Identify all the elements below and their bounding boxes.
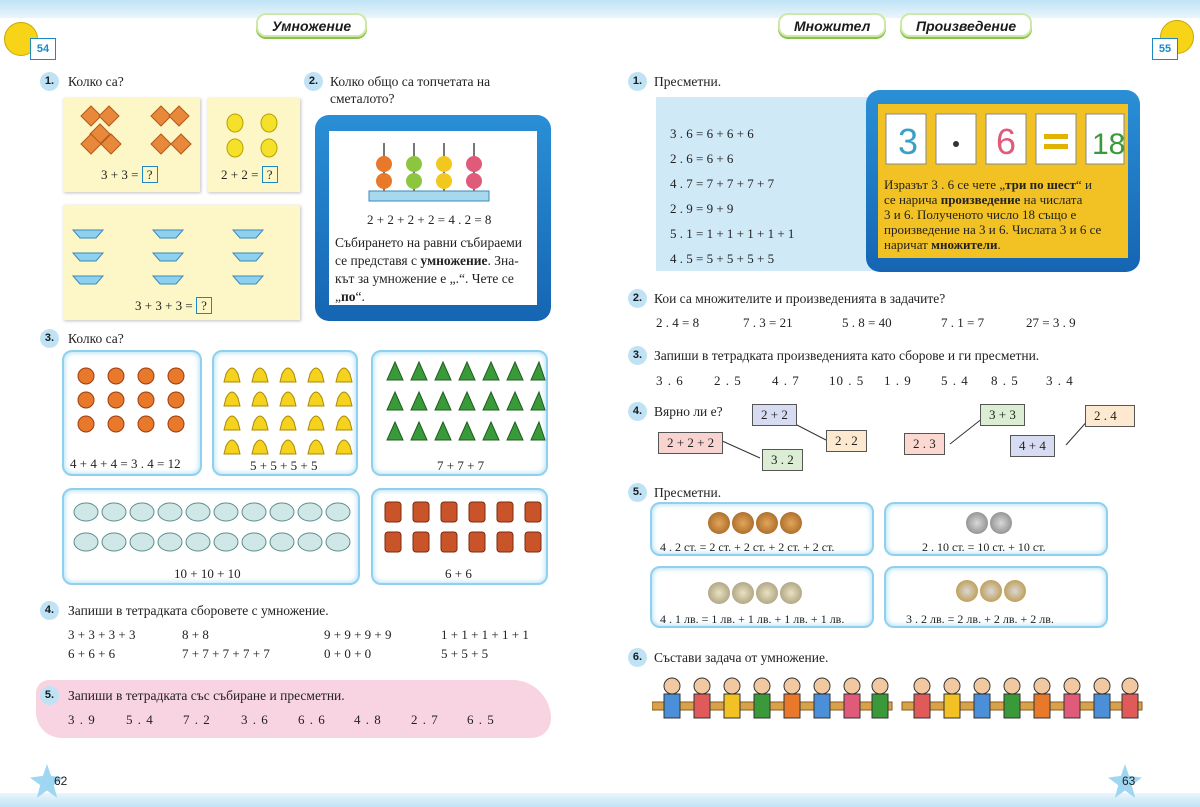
sticky-note-chicks <box>207 98 300 192</box>
ornaments-card <box>62 350 202 476</box>
exercise-number: 3. <box>40 329 59 348</box>
svg-text:3: 3 <box>898 121 919 162</box>
match-box[interactable]: 2 . 2 <box>826 430 867 452</box>
definition-line: „по“. <box>335 289 365 304</box>
definition-line: произведение на 3 и 6. Числата 3 и 6 се <box>884 222 1102 237</box>
sum-item: 7 + 7 + 7 + 7 + 7 <box>182 646 270 661</box>
exercise-number: 5. <box>628 483 647 502</box>
equation: 3 + 3 + 3 = <box>135 298 193 313</box>
sum-item: 3 + 3 + 3 + 3 <box>68 627 136 642</box>
product-item: 6 . 6 <box>298 712 326 727</box>
coin-icon <box>980 580 1002 602</box>
match-box[interactable]: 2 + 2 + 2 <box>658 432 723 454</box>
coin-icon <box>756 512 778 534</box>
equation: 2 + 2 = <box>221 167 259 182</box>
match-box[interactable]: 3 + 3 <box>980 404 1025 426</box>
lesson-keyword: Произведение <box>900 13 1032 37</box>
coin-equation: 2 . 10 ст. = 10 ст. + 10 ст. <box>922 540 1046 554</box>
exercise-number: 2. <box>304 72 323 91</box>
coin-icon <box>780 582 802 604</box>
coin-icon <box>956 580 978 602</box>
match-box[interactable]: 4 + 4 <box>1010 435 1055 457</box>
bells-illustration <box>214 352 356 456</box>
example-line: 5 . 1 = 1 + 1 + 1 + 1 + 1 <box>670 226 795 241</box>
exercise-question: Пресметни. <box>654 485 722 500</box>
coin-equation: 3 . 2 лв. = 2 лв. + 2 лв. + 2 лв. <box>906 612 1054 626</box>
example-line: 4 . 5 = 5 + 5 + 5 + 5 <box>670 251 775 266</box>
page-number: 63 <box>1122 774 1136 788</box>
definition-line: се представя с умножение. Зна- <box>335 253 519 268</box>
coins-card <box>884 502 1108 556</box>
coin-icon <box>708 512 730 534</box>
sum-item: 5 + 5 + 5 <box>441 646 489 661</box>
match-box[interactable]: 2 . 4 <box>1085 405 1135 427</box>
product-item: 6 . 5 <box>467 712 495 727</box>
sum-item: 6 + 6 + 6 <box>68 646 116 661</box>
exercise-number: 2. <box>628 289 647 308</box>
answer-box[interactable]: ? <box>142 166 158 183</box>
exercise-question: Запиши в тетрадката със събиране и пресметни. <box>68 688 345 703</box>
product-item: 4 . 7 <box>772 373 800 388</box>
sum-item: 9 + 9 + 9 + 9 <box>324 627 392 642</box>
exercise-question: Колко общо са топчетата на <box>330 74 491 89</box>
equation-item: 7 . 1 = 7 <box>941 315 985 330</box>
tablet-screen <box>878 104 1128 258</box>
coin-icon <box>732 582 754 604</box>
paper-boats-illustration <box>63 205 300 297</box>
coins-row <box>966 512 1014 538</box>
cards-illustration <box>878 104 1128 174</box>
sum-item: 8 + 8 <box>182 627 209 642</box>
bells-card <box>212 350 358 476</box>
card-equation: 10 + 10 + 10 <box>174 566 241 581</box>
coin-icon <box>990 512 1012 534</box>
angels-card <box>62 488 360 585</box>
sum-item: 1 + 1 + 1 + 1 + 1 <box>441 627 529 642</box>
definition-line: Събирането на равни събираеми <box>335 235 522 250</box>
abacus-illustration <box>329 131 537 211</box>
product-item: 3 . 6 <box>656 373 684 388</box>
tablet-screen <box>329 131 537 305</box>
exercise-question: Кои са множителите и произведенията в задачите? <box>654 291 946 306</box>
sticky-note-boats <box>63 205 300 320</box>
abacus-equation: 2 + 2 + 2 + 2 = 4 . 2 = 8 <box>367 212 492 227</box>
coin-equation: 4 . 2 ст. = 2 ст. + 2 ст. + 2 ст. + 2 ст. <box>660 540 835 554</box>
definition-line: 3 и 6. Полученото число 18 също е <box>884 207 1077 222</box>
exercise-question: Пресметни. <box>654 74 722 89</box>
svg-text:18: 18 <box>1092 128 1126 161</box>
card-equation: 7 + 7 + 7 <box>437 458 485 473</box>
definition-line: Изразът 3 . 6 се чете „три по шест“ и <box>884 177 1092 192</box>
bottom-banner <box>0 793 1200 807</box>
example-line: 3 . 6 = 6 + 6 + 6 <box>670 126 754 141</box>
product-item: 5 . 4 <box>126 712 154 727</box>
definition-text <box>335 234 535 306</box>
product-item: 7 . 2 <box>183 712 211 727</box>
exercise-question: Колко са? <box>68 331 124 346</box>
product-item: 2 . 7 <box>411 712 439 727</box>
bags-illustration <box>373 490 546 562</box>
match-box[interactable]: 2 + 2 <box>752 404 797 426</box>
lesson-title: Умножение <box>256 13 367 37</box>
page-badge: 54 <box>30 38 56 60</box>
exercise-number: 6. <box>628 648 647 667</box>
children-benches-illustration <box>652 672 1152 746</box>
exercise-question: Колко са? <box>68 74 124 89</box>
coins-card <box>884 566 1108 628</box>
match-box[interactable]: 3 . 2 <box>762 449 803 471</box>
exercise-number: 3. <box>628 346 647 365</box>
answer-box[interactable]: ? <box>262 166 278 183</box>
exercise-number: 4. <box>40 601 59 620</box>
equation-item: 5 . 8 = 40 <box>842 315 892 330</box>
coins-card <box>650 566 874 628</box>
exercise-question: Запиши в тетрадката сборовете с умножение. <box>68 603 329 618</box>
page-badge: 55 <box>1152 38 1178 60</box>
product-item: 3 . 4 <box>1046 373 1074 388</box>
coins-row <box>708 512 804 538</box>
product-item: 4 . 8 <box>354 712 382 727</box>
bags-card <box>371 488 548 585</box>
tablet-frame <box>866 90 1140 272</box>
coin-icon <box>708 582 730 604</box>
coins-row <box>708 582 804 608</box>
definition-line: наричат множители. <box>884 237 1001 252</box>
product-item: 3 . 6 <box>241 712 269 727</box>
chicks-illustration <box>207 98 300 164</box>
svg-text:6: 6 <box>996 121 1017 162</box>
product-item: 1 . 9 <box>884 373 912 388</box>
product-item: 10 . 5 <box>829 373 865 388</box>
coins-row <box>956 580 1028 606</box>
equation-item: 7 . 3 = 21 <box>743 315 793 330</box>
definition-line: кът за умножение е „.“. Чете се <box>335 271 514 286</box>
exercise-number: 1. <box>628 72 647 91</box>
example-line: 4 . 7 = 7 + 7 + 7 + 7 <box>670 176 775 191</box>
definition-text <box>884 177 1126 252</box>
page-number: 62 <box>54 774 68 788</box>
birds-illustration <box>63 98 200 168</box>
example-line: 2 . 9 = 9 + 9 <box>670 201 734 216</box>
product-item: 3 . 9 <box>68 712 96 727</box>
coins-card <box>650 502 874 556</box>
trees-card <box>371 350 548 476</box>
trees-illustration <box>373 352 546 452</box>
product-item: 2 . 5 <box>714 373 742 388</box>
match-box[interactable]: 2 . 3 <box>904 433 945 455</box>
card-equation: 4 + 4 + 4 = 3 . 4 = 12 <box>70 456 181 471</box>
exercise-number: 1. <box>40 72 59 91</box>
coin-equation: 4 . 1 лв. = 1 лв. + 1 лв. + 1 лв. + 1 лв. <box>660 612 845 626</box>
equation: 3 + 3 = <box>101 167 139 182</box>
definition-line: се нарича произведение на числата <box>884 192 1083 207</box>
answer-box[interactable]: ? <box>196 297 212 314</box>
coin-icon <box>1004 580 1026 602</box>
exercise-number: 5. <box>40 686 59 705</box>
equation-item: 27 = 3 . 9 <box>1026 315 1076 330</box>
exercise-question: сметалото? <box>330 91 395 106</box>
exercise-question: Вярно ли е? <box>654 404 723 419</box>
coin-icon <box>780 512 802 534</box>
examples-panel <box>656 97 876 271</box>
exercise-number: 4. <box>628 402 647 421</box>
card-equation: 6 + 6 <box>445 566 472 581</box>
product-item: 5 . 4 <box>941 373 969 388</box>
exercise-question: Състави задача от умножение. <box>654 650 829 665</box>
example-line: 2 . 6 = 6 + 6 <box>670 151 734 166</box>
coin-icon <box>732 512 754 534</box>
exercise-question: Запиши в тетрадката произведенията като сборове и ги пресметни. <box>654 348 1040 363</box>
tablet-frame <box>315 115 551 321</box>
sum-item: 0 + 0 + 0 <box>324 646 372 661</box>
coin-icon <box>966 512 988 534</box>
lesson-keyword: Множител <box>778 13 886 37</box>
equation-item: 2 . 4 = 8 <box>656 315 700 330</box>
angels-illustration <box>64 490 358 562</box>
sticky-note-birds <box>63 98 200 192</box>
product-item: 8 . 5 <box>991 373 1019 388</box>
examples-list <box>670 121 794 271</box>
card-equation: 5 + 5 + 5 + 5 <box>250 458 318 473</box>
coin-icon <box>756 582 778 604</box>
ornaments-illustration <box>64 352 200 450</box>
